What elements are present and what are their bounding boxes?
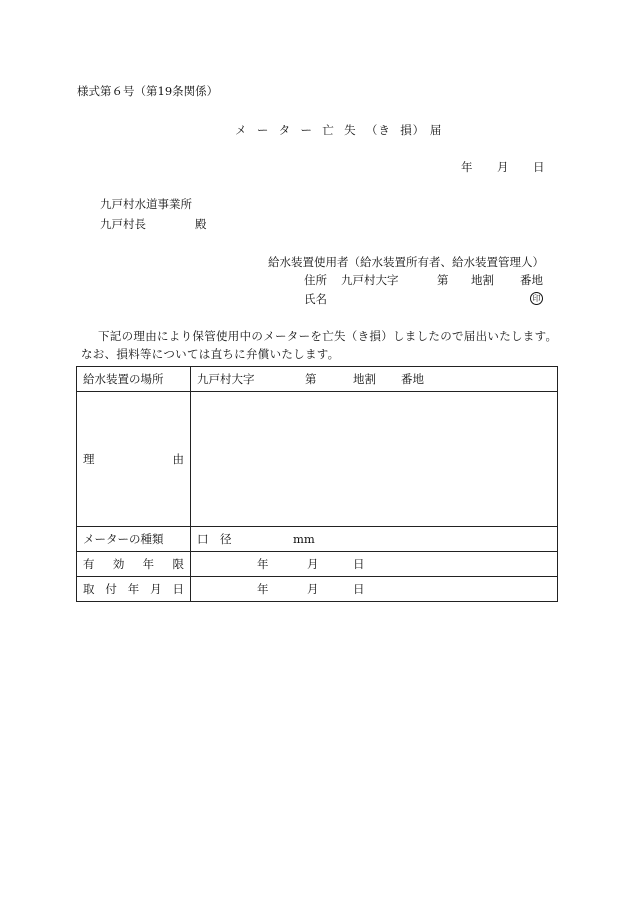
address-label: 住所 [304,273,327,287]
seal-mark: 印 [530,292,543,305]
title-char: メ [235,123,248,137]
address-village: 九戸村大字 [341,273,399,287]
install-day: 日 [353,582,365,596]
install-label-char: 月 [150,582,162,596]
install-label-char: 日 [172,582,184,596]
table-row-install-date [77,577,558,602]
reason-label-char: 理 [83,452,95,466]
install-label [77,577,191,602]
location-village: 九戸村大字 [197,372,255,386]
title-char: ー [256,123,270,137]
location-dai: 第 [305,372,317,386]
location-label: 給水装置の場所 [77,367,191,392]
date-year: 年 [461,160,473,174]
address-banchi: 番地 [520,273,543,287]
title-char: 亡 [322,123,335,137]
install-month: 月 [307,582,319,596]
form-number: 様式第６号（第19条関係） [77,84,219,98]
table-row-meter-type [77,527,558,552]
validity-label-char: 効 [112,557,125,571]
validity-label [77,552,191,577]
validity-month: 月 [307,557,319,571]
table-row-validity [77,552,558,577]
reason-label [77,392,191,527]
validity-year: 年 [257,557,269,571]
install-label-char: 付 [105,582,117,596]
table-row-reason [77,392,558,527]
meter-unit: mm [293,532,315,546]
validity-day: 日 [353,557,365,571]
location-chiwari: 地割 [353,372,376,386]
install-label-char: 取 [83,582,95,596]
document-title [235,125,442,137]
install-label-char: 年 [127,582,140,596]
addressee-mayor: 九戸村長 [100,217,146,231]
addressee-honorific: 殿 [195,217,207,231]
title-char: 損） [400,123,426,137]
install-year: 年 [257,582,269,596]
validity-label-char: 限 [172,557,184,571]
install-value[interactable] [191,577,558,602]
meter-type-label: メーターの種類 [77,527,191,552]
addressee-office: 九戸村水道事業所 [100,197,192,211]
name-label: 氏名 [304,292,327,306]
address-chiwari: 地割 [471,273,494,287]
validity-label-char: 年 [142,557,155,571]
title-char: （き [365,123,391,137]
date-month: 月 [497,160,509,174]
address-dai: 第 [437,273,449,287]
title-char: 失 [344,123,357,137]
title-char: ー [300,123,313,137]
table-row-location [77,367,558,392]
form-table [76,366,558,602]
title-char: 届 [429,123,443,137]
meter-type-value[interactable] [191,527,558,552]
reason-value[interactable] [191,392,558,527]
body-line-1: 下記の理由により保管使用中のメーターを亡失（き損）しましたので届出いたします。 [98,329,558,343]
validity-value[interactable] [191,552,558,577]
title-char: タ [278,123,292,137]
reason-label-char: 由 [172,452,184,466]
location-value[interactable] [191,367,558,392]
validity-label-char: 有 [83,557,95,571]
meter-caliber-label: 口 径 [197,532,232,546]
applicant-role: 給水装置使用者（給水装置所有者、給水装置管理人） [268,255,544,269]
location-banchi: 番地 [401,372,424,386]
body-line-2: なお、損料等については直ちに弁償いたします。 [81,347,340,361]
date-day: 日 [533,160,545,174]
